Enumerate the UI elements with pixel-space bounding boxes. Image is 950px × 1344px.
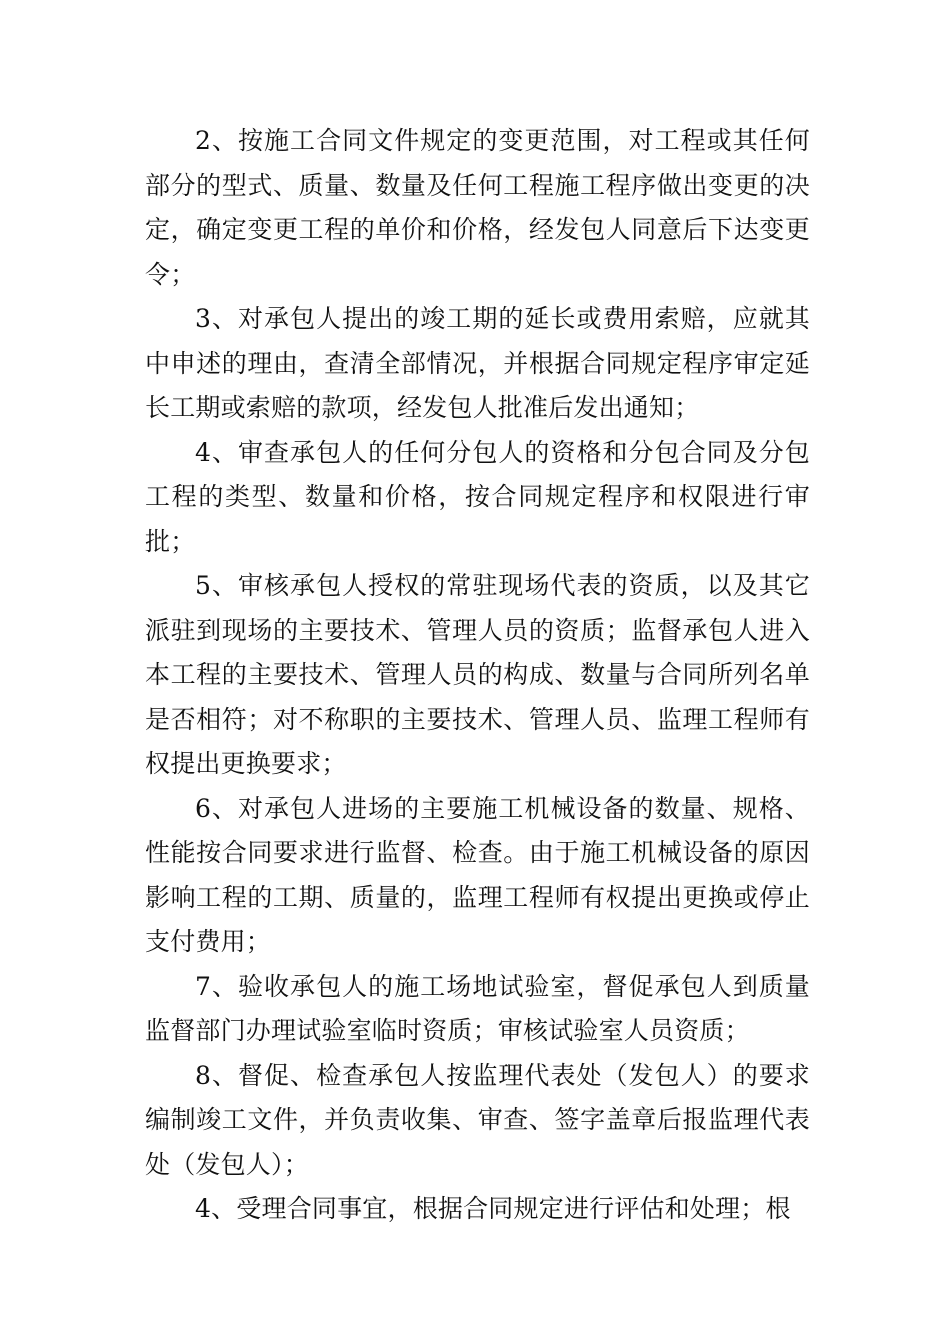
paragraph-item-2: 2、按施工合同文件规定的变更范围，对工程或其任何部分的型式、质量、数量及任何工程施工程序做出变更的决定，确定变更工程的单价和价格，经发包人同意后下达变更令； (145, 126, 810, 289)
paragraph-item-3: 3、对承包人提出的竣工期的延长或费用索赔，应就其中申述的理由，查清全部情况，并根据合同规定程序审定延长工期或索赔的款项，经发包人批准后发出通知； (145, 304, 810, 422)
paragraph-item-5: 5、审核承包人授权的常驻现场代表的资质，以及其它派驻到现场的主要技术、管理人员的资质；监督承包人进入本工程的主要技术、管理人员的构成、数量与合同所列名单是否相符；对不称职的主要技术、管理人员、监理工程师有权提出更换要求； (145, 571, 810, 778)
paragraph-item-4b: 4、受理合同事宜，根据合同规定进行评估和处理；根 (195, 1194, 791, 1223)
paragraph-item-8: 8、督促、检查承包人按监理代表处（发包人）的要求编制竣工文件，并负责收集、审查、签字盖章后报监理代表处（发包人）； (145, 1060, 810, 1179)
paragraph-item-7: 7、验收承包人的施工场地试验室，督促承包人到质量监督部门办理试验室临时资质；审核试验室人员资质； (145, 971, 810, 1045)
document-body (145, 119, 810, 1232)
paragraph-item-6: 6、对承包人进场的主要施工机械设备的数量、规格、性能按合同要求进行监督、检查。由于施工机械设备的原因影响工程的工期、质量的，监理工程师有权提出更换或停止支付费用； (145, 793, 810, 956)
paragraph-item-4: 4、审查承包人的任何分包人的资格和分包合同及分包工程的类型、数量和价格，按合同规定程序和权限进行审批； (145, 437, 810, 556)
